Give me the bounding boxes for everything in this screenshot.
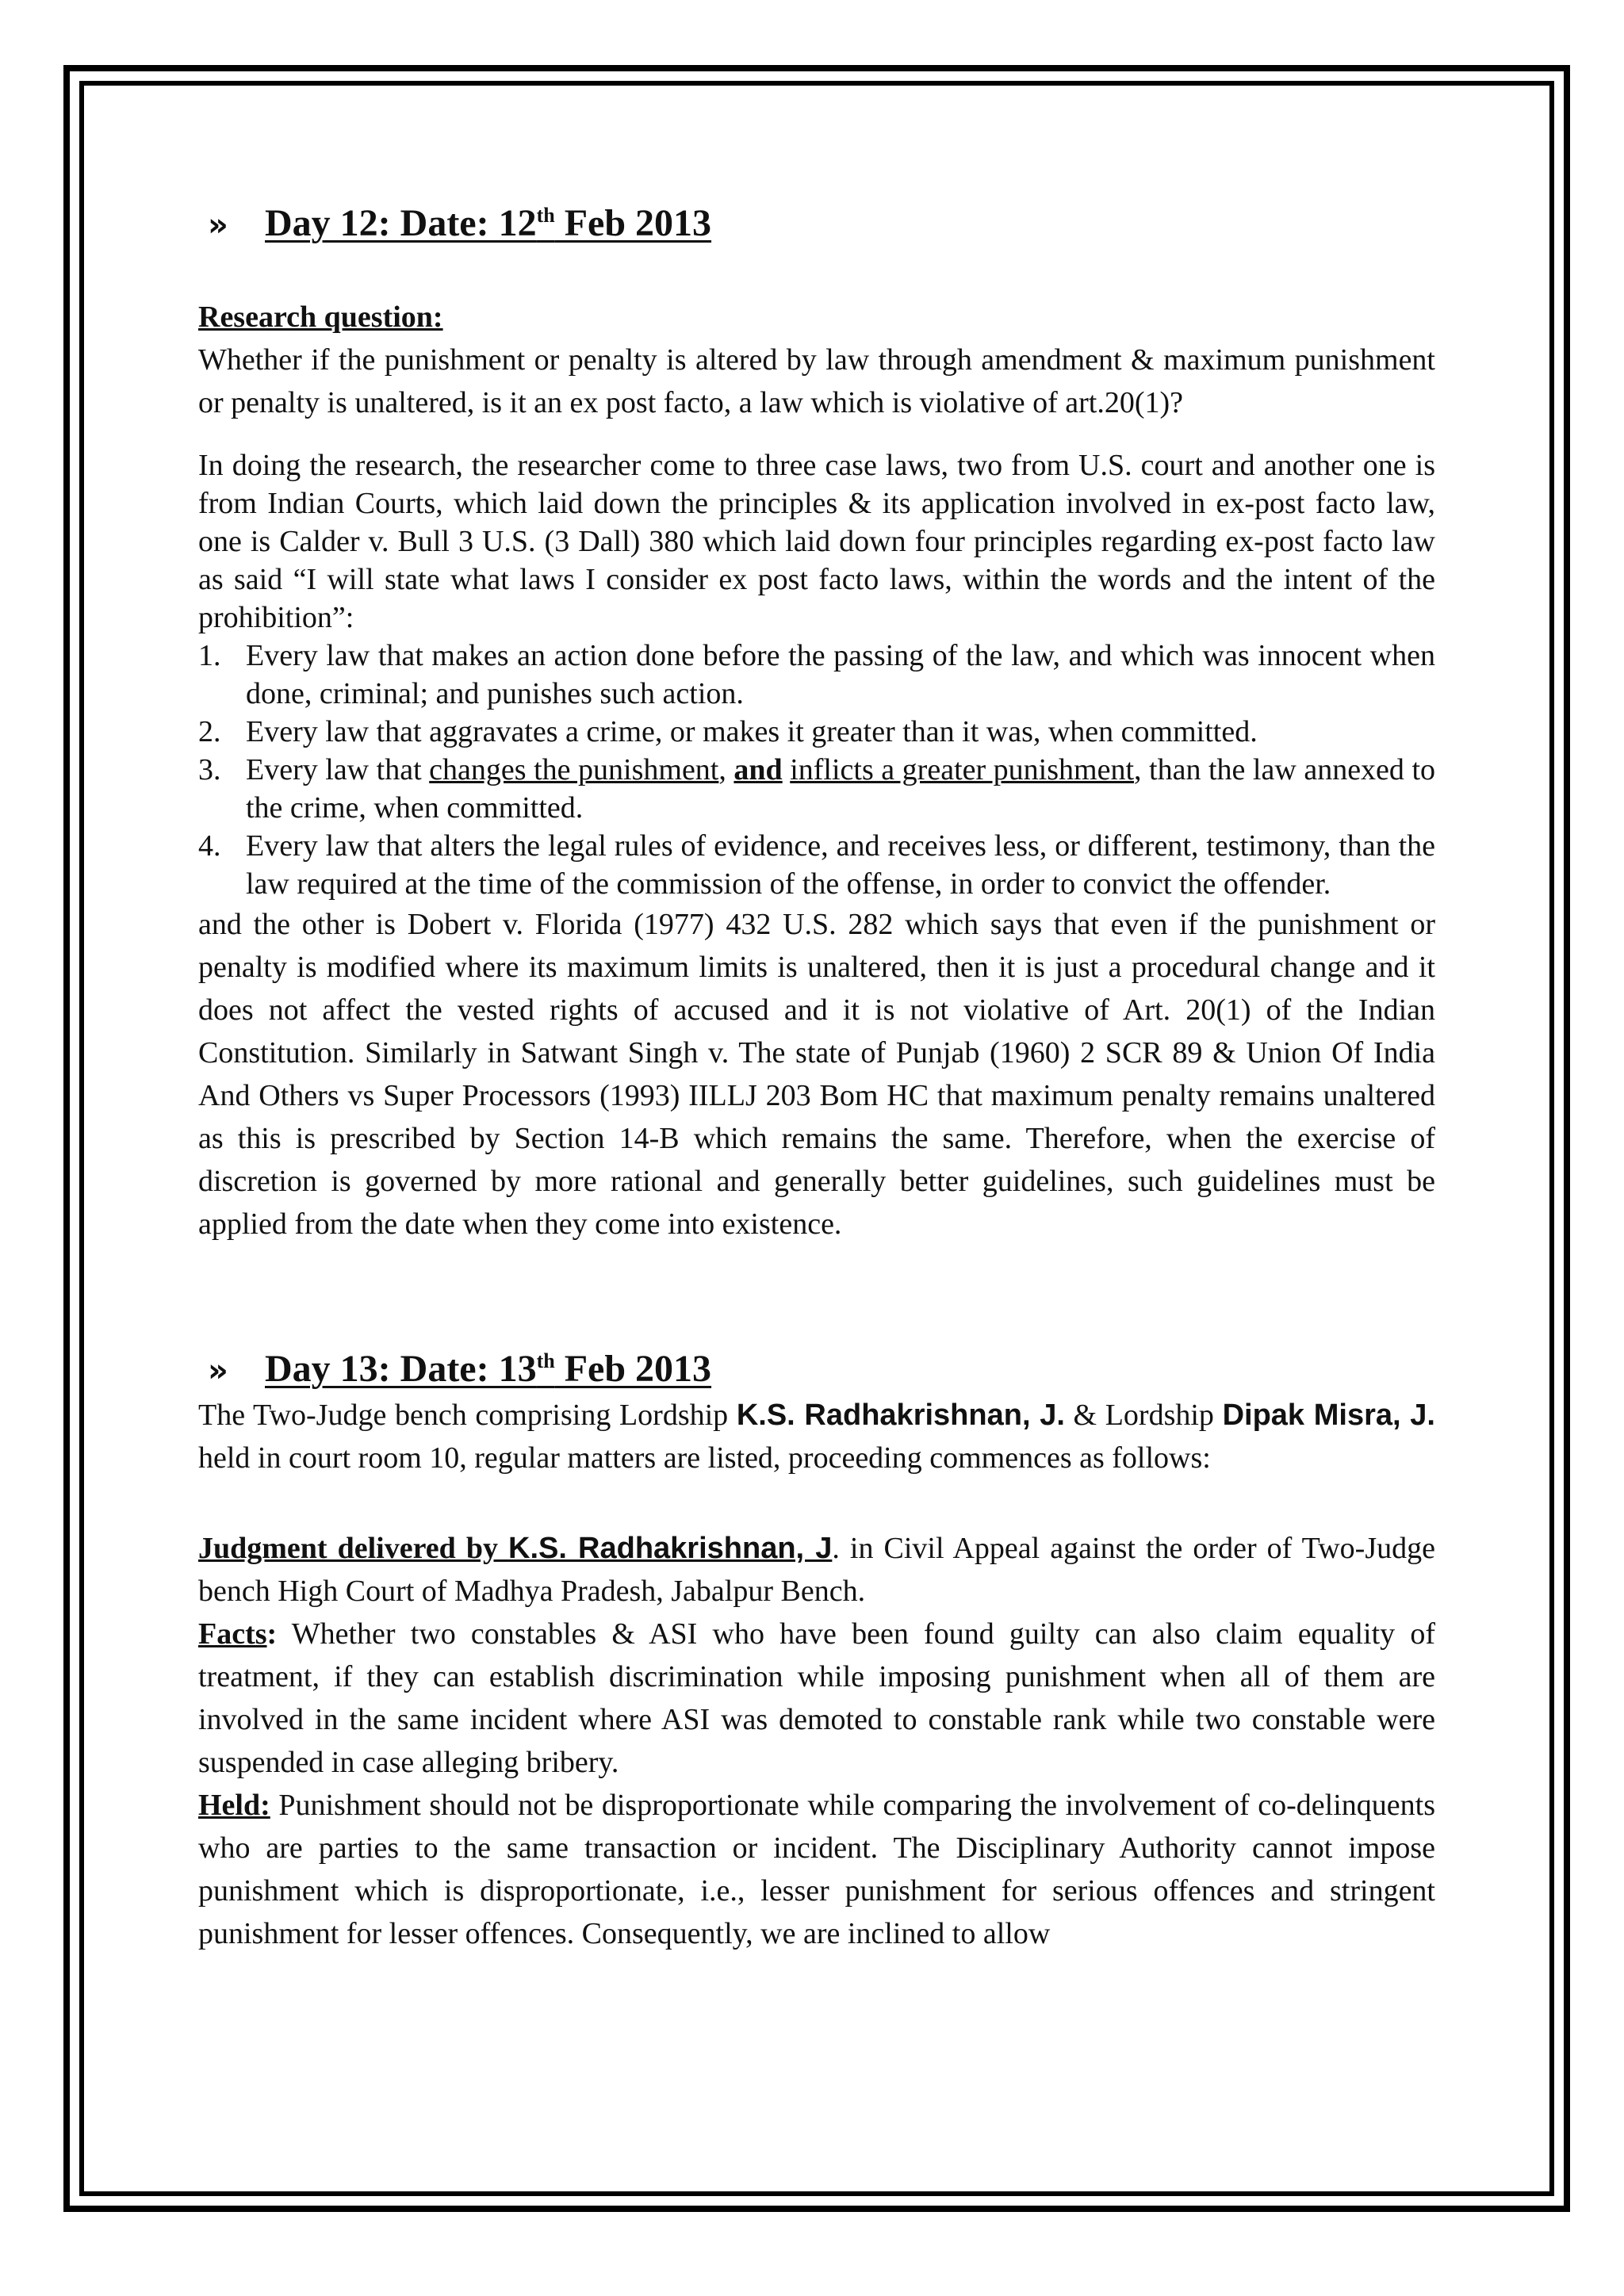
research-question-text: Whether if the punishment or penalty is altered by law through amendment & maximum punishment or penalty is unaltered, is it an ex post facto, a law which is violative of art.20(1)? bbox=[198, 343, 1435, 419]
research-question-label: Research question: bbox=[198, 300, 443, 334]
held-paragraph: Held: Punishment should not be disproportionate while comparing the involvement of co-delinquents who are parties to the same transaction or incident. The Disciplinary Authority cannot impose punishment which is disproportionate, i.e., lesser punishment for serious offences and stringent punishment for lesser offences. Consequently, we are inclined to allow bbox=[198, 1789, 1435, 1950]
list-item: 2. Every law that aggravates a crime, or makes it greater than it was, when committed. bbox=[198, 715, 1258, 748]
principles-list bbox=[198, 637, 1435, 903]
list-item: 3. Every law that changes the punishment, and inflicts a greater punishment, than the law annexed to the crime, when committed. bbox=[198, 753, 1436, 825]
day13-heading-text: Day 13: Date: 13th Feb 2013 bbox=[265, 1348, 712, 1390]
judgment-paragraph: Judgment delivered by K.S. Radhakrishnan, J. in Civil Appeal against the order of Two-Judge bench High Court of Madhya Pradesh, Jabalpur Bench. bbox=[198, 1532, 1435, 1608]
bench-description: The Two-Judge bench comprising Lordship K.S. Radhakrishnan, J. & Lordship Dipak Misra, J. held in court room 10, regular matters are listed, proceeding commences as follows: bbox=[198, 1399, 1435, 1475]
facts-paragraph: Facts: Whether two constables & ASI who have been found guilty can also claim equality of treatment, if they can establish discrimination while imposing punishment when all of them are involved in the same incident where ASI was demoted to constable rank while two constable were suspended in case alleging bribery. bbox=[198, 1617, 1435, 1779]
day13-heading bbox=[198, 1347, 1435, 1391]
double-chevron-right-icon: » bbox=[208, 207, 228, 243]
list-item: 1. Every law that makes an action done before the passing of the law, and which was innocent when done, criminal; and punishes such action. bbox=[198, 639, 1435, 710]
list-item: 4. Every law that alters the legal rules of evidence, and receives less, or different, testimony, than the law required at the time of the commission of the offense, in order to convict the offender. bbox=[198, 829, 1435, 901]
double-chevron-right-icon: » bbox=[208, 1353, 228, 1389]
day12-heading bbox=[198, 201, 1435, 245]
document-body bbox=[198, 190, 1435, 1955]
research-conclusion: and the other is Dobert v. Florida (1977) 432 U.S. 282 which says that even if the punishment or penalty is modified where its maximum limits is unaltered, then it is just a procedural change and it does not affect the vested rights of accused and it is not violative of Art. 20(1) of the Indian Constitution. Similarly in Satwant Singh v. The state of Punjab (1960) 2 SCR 89 & Union Of India And Others vs Super Processors (1993) IILLJ 203 Bom HC that maximum penalty remains unaltered as this is prescribed by Section 14-B which remains the same. Therefore, when the exercise of discretion is governed by more rational and generally better guidelines, such guidelines must be applied from the date when they come into existence. bbox=[198, 908, 1435, 1241]
research-intro: In doing the research, the researcher come to three case laws, two from U.S. court and another one is from Indian Courts, which laid down the principles & its application involved in ex-post facto law, one is Calder v. Bull 3 U.S. (3 Dall) 380 which laid down four principles regarding ex-post facto law as said “I will state what laws I consider ex post facto laws, within the words and the intent of the prohibition”: bbox=[198, 449, 1435, 634]
day12-heading-text: Day 12: Date: 12th Feb 2013 bbox=[265, 202, 712, 244]
